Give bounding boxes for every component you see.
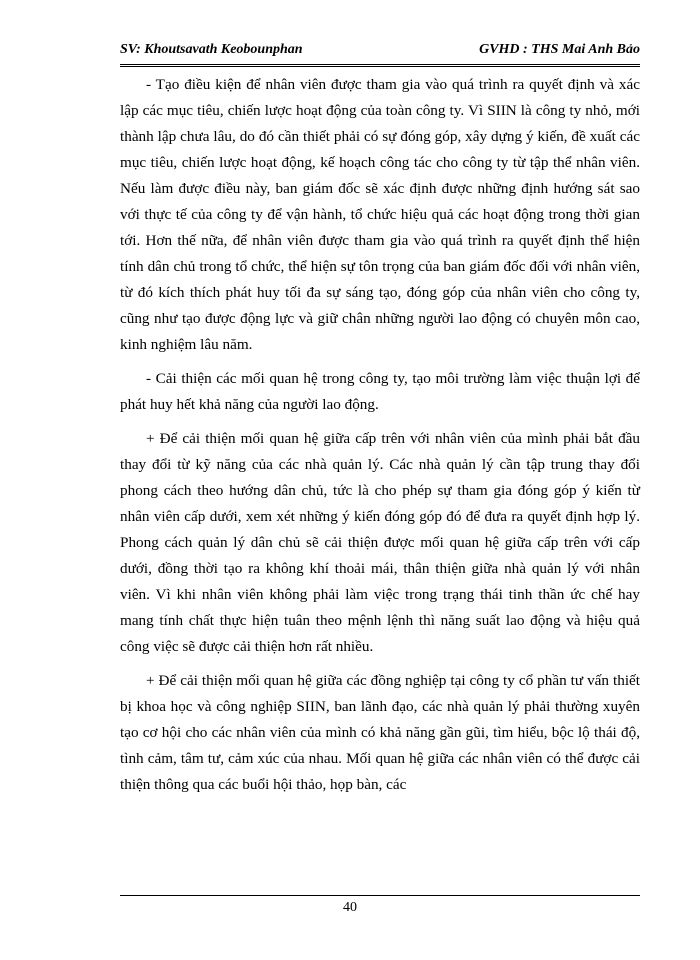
paragraph-colleague-relations: + Để cải thiện mối quan hệ giữa các đồng nghiệp tại công ty cổ phần tư vấn thiết bị khoa học và công nghiệp SIIN, ban lãnh đạo, các nhà quản lý phải thường xuyên tạo cơ hội cho các nhân viên của mình có khả năng gần gũi, tìm hiểu, bộc lộ thái độ, tình cảm, tâm tư, cảm xúc của nhau. Mối quan hệ giữa các nhân viên có thể được cải thiện thông qua các buổi hội thảo, họp bàn, các (120, 672, 640, 793)
supervisor-name: GVHD : THS Mai Anh Bảo (479, 42, 640, 57)
footer-divider (120, 895, 640, 896)
paragraph-participation: - Tạo điều kiện để nhân viên được tham gia vào quá trình ra quyết định và xác lập các mục tiêu, chiến lược hoạt động của toàn công ty. Vì SIIN là công ty nhỏ, mới thành lập chưa lâu, do đó cần thiết phải có sự đóng góp, xây dựng ý kiến, đề xuất các mục tiêu, chiến lược hoạt động, kế hoạch công tác cho công ty từ tập thể nhân viên. Nếu làm được điều này, ban giám đốc sẽ xác định được những định hướng sát sao với thực tế của công ty để vận hành, tổ chức hiệu quả các hoạt động trong thời gian tới. Hơn thế nữa, để nhân viên được tham gia vào quá trình ra quyết định thể hiện tính dân chủ trong tổ chức, thể hiện sự tôn trọng của ban giám đốc đối với nhân viên, từ đó kích thích phát huy tối đa sự sáng tạo, đóng góp của nhân viên cho công ty, cũng như tạo được động lực và giữ chân những người lao động có chuyên môn cao, kinh nghiệm lâu năm. (120, 76, 640, 353)
paragraph-manager-relations: + Để cải thiện mối quan hệ giữa cấp trên với nhân viên của mình phải bắt đầu thay đổi từ kỹ năng của các nhà quản lý. Các nhà quản lý cần tập trung thay đổi phong cách theo hướng dân chủ, tức là cho phép sự tham gia đóng góp ý kiến từ nhân viên cấp dưới, xem xét những ý kiến đóng góp đó để đưa ra quyết định hợp lý. Phong cách quản lý dân chủ sẽ cải thiện được mối quan hệ giữa cấp trên với cấp dưới, đồng thời tạo ra không khí thoải mái, thân thiện giữa nhà quản lý với nhân viên. Vì khi nhân viên không phải làm việc trong trạng thái tinh thần ức chế hay mang tính chất thực hiện tuân theo mệnh lệnh thì năng suất lao động và hiệu quả công việc sẽ được cải thiện hơn rất nhiều. (120, 430, 640, 655)
document-body (120, 72, 640, 806)
page-header (120, 38, 640, 67)
page-number: 40 (343, 900, 357, 915)
paragraph-relations: - Cải thiện các mối quan hệ trong công ty, tạo môi trường làm việc thuận lợi để phát huy hết khả năng của người lao động. (120, 370, 640, 413)
student-name: SV: Khoutsavath Keobounphan (120, 42, 303, 57)
